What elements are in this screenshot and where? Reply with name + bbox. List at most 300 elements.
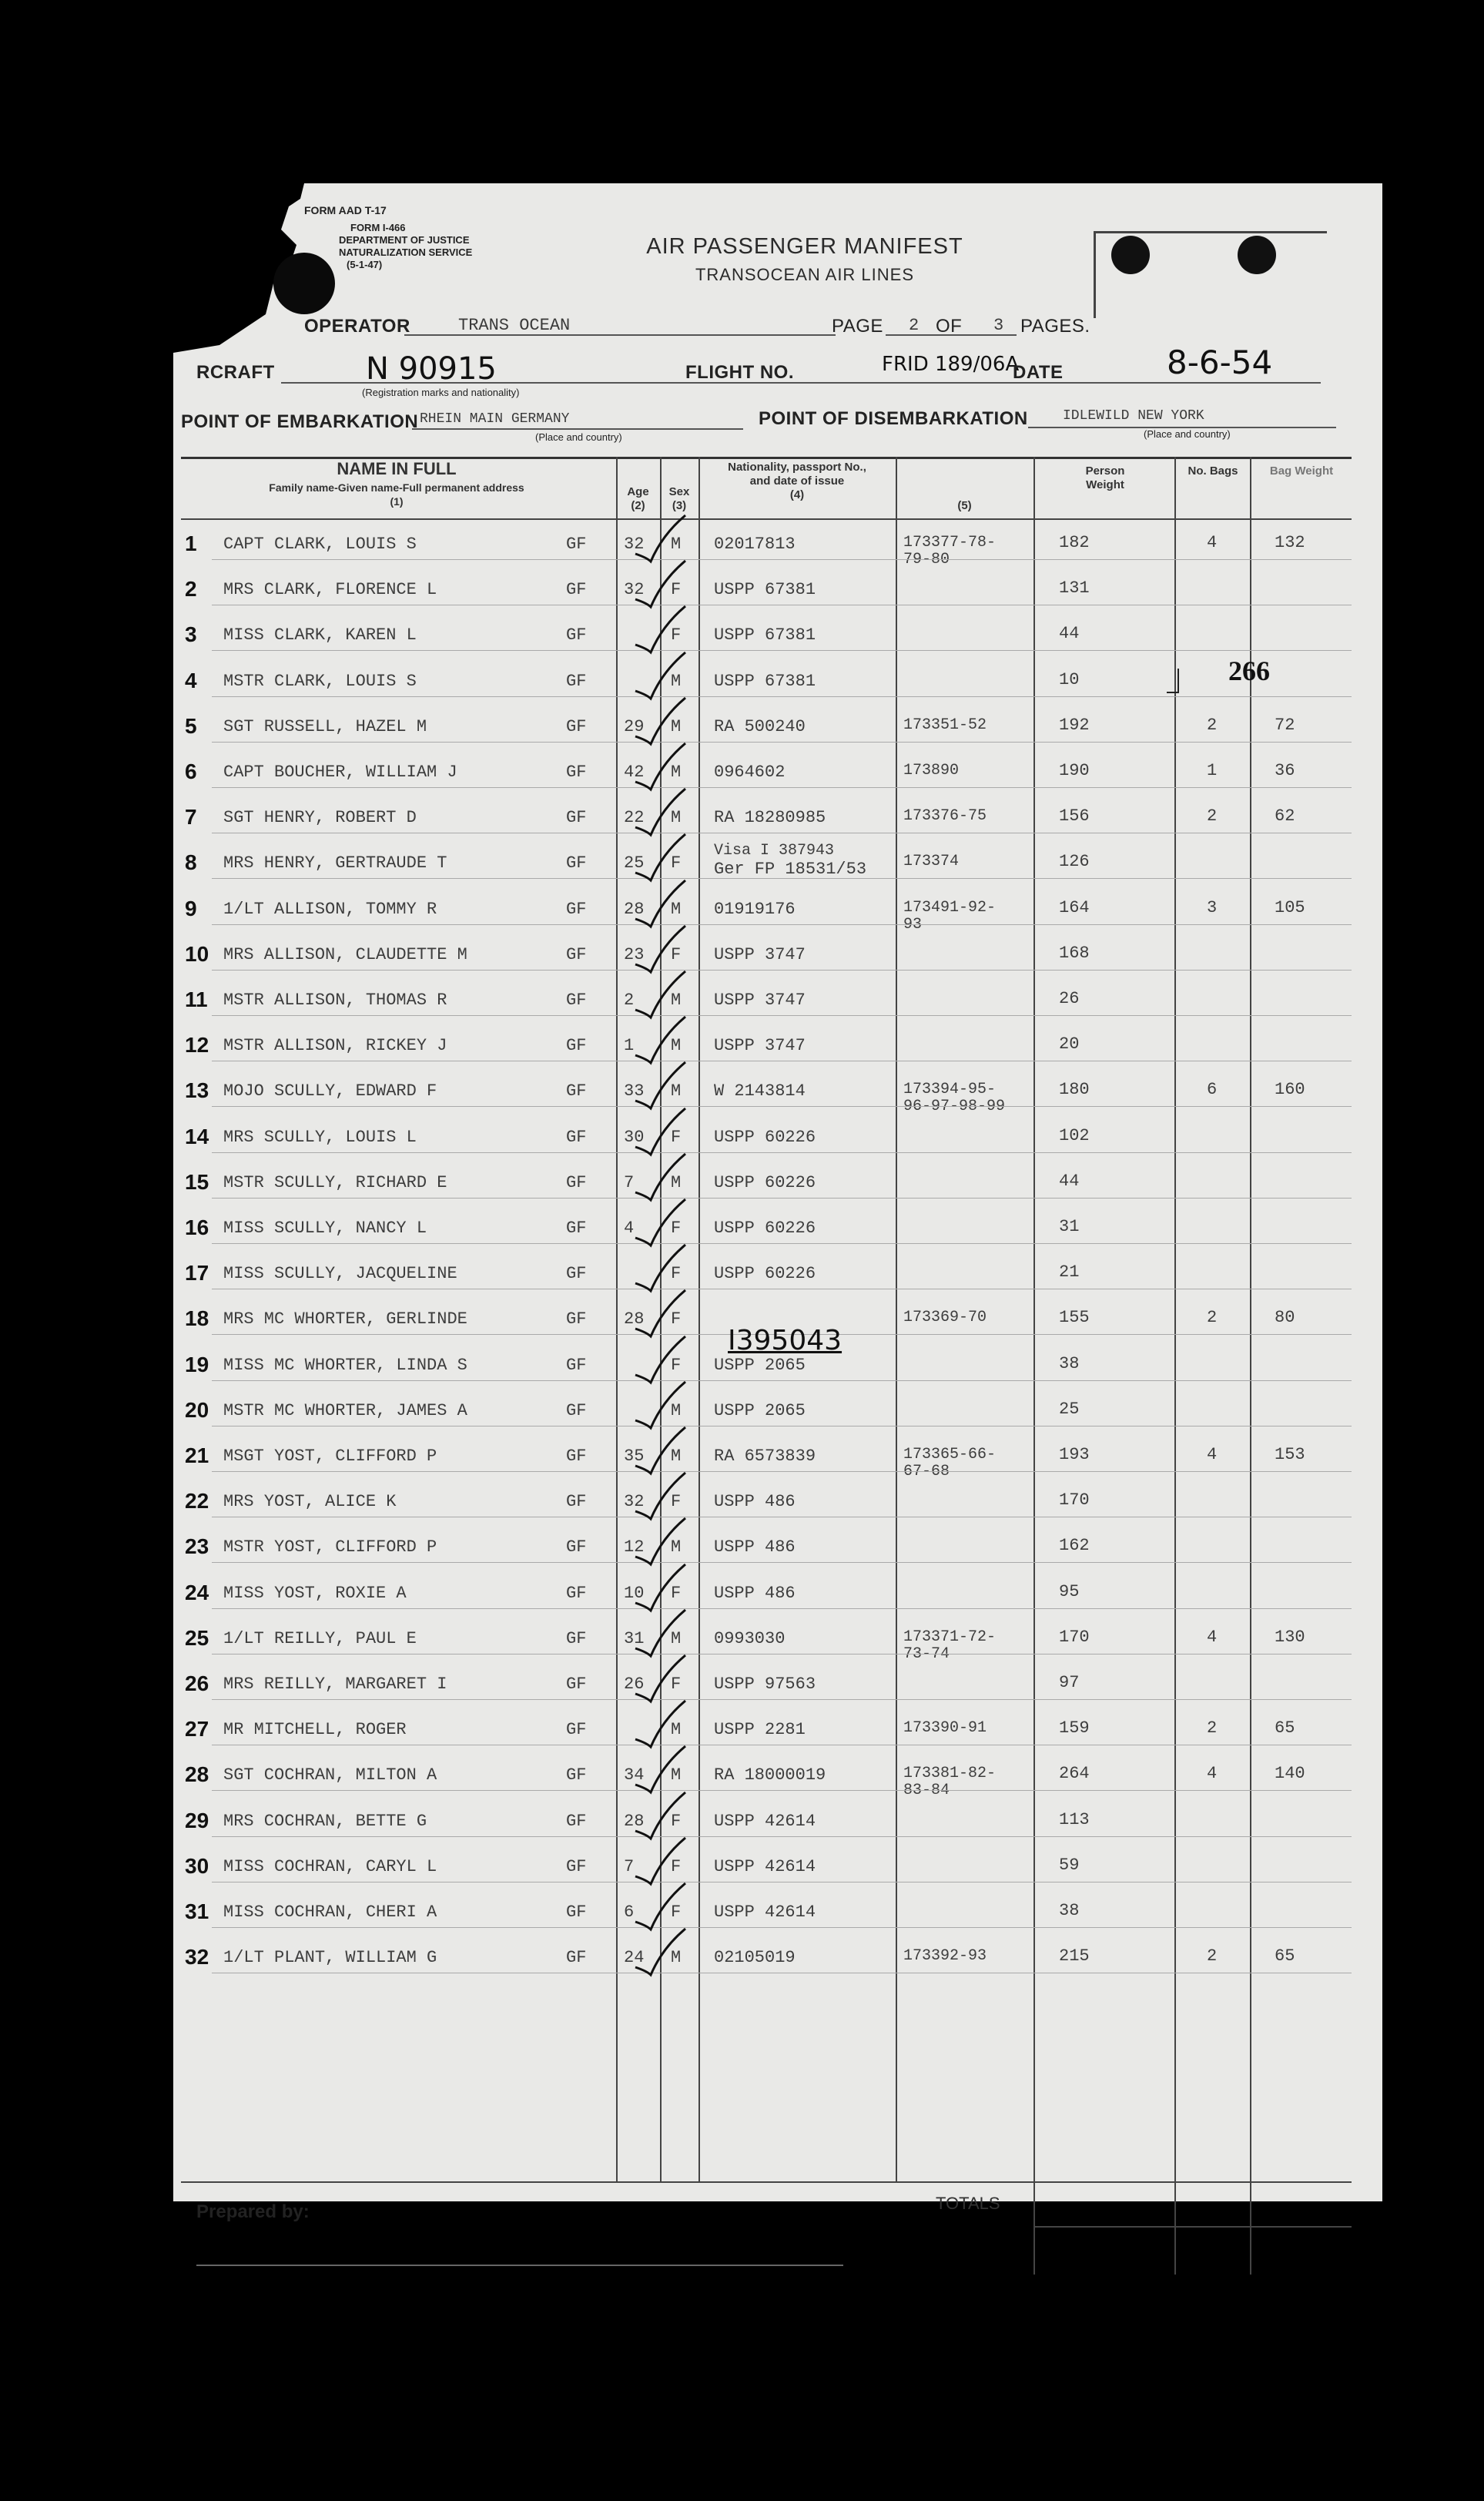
table-row bbox=[173, 1489, 1382, 1538]
passenger-weight: 20 bbox=[1059, 1034, 1080, 1054]
table-row bbox=[173, 1353, 1382, 1402]
passenger-passport: USPP 2281 bbox=[714, 1720, 806, 1739]
passenger-address: GF bbox=[566, 1857, 587, 1876]
table-row bbox=[173, 1398, 1382, 1447]
table-row bbox=[173, 1809, 1382, 1858]
table-row bbox=[173, 1581, 1382, 1630]
passenger-age: 7 bbox=[624, 1857, 635, 1876]
passenger-address: GF bbox=[566, 1447, 587, 1466]
date-value: 8-6-54 bbox=[1167, 344, 1273, 381]
passenger-sex: F bbox=[671, 1219, 682, 1238]
passenger-address: GF bbox=[566, 1219, 587, 1238]
passenger-name: MSTR YOST, CLIFFORD P bbox=[223, 1537, 437, 1557]
col-header-name-num: (1) bbox=[390, 495, 404, 508]
passenger-name: MSTR SCULLY, RICHARD E bbox=[223, 1173, 447, 1192]
passenger-sex: M bbox=[671, 1537, 682, 1557]
passenger-name: MSTR ALLISON, RICKEY J bbox=[223, 1036, 447, 1055]
passenger-bags: 4 bbox=[1207, 1628, 1218, 1647]
page-label: PAGE bbox=[832, 316, 883, 337]
passenger-bags: 4 bbox=[1207, 533, 1218, 552]
page-current: 2 bbox=[909, 316, 920, 335]
page-of-label: OF bbox=[936, 316, 963, 337]
passenger-bag-weight: 132 bbox=[1275, 533, 1305, 552]
passenger-age: 28 bbox=[624, 1309, 645, 1329]
passenger-sex: M bbox=[671, 1173, 682, 1192]
passenger-address: GF bbox=[566, 1812, 587, 1831]
passenger-bag-weight: 65 bbox=[1275, 1718, 1295, 1738]
row-number: 21 bbox=[185, 1443, 209, 1467]
page-subtitle: TRANSOCEAN AIR LINES bbox=[695, 265, 915, 284]
passenger-address: GF bbox=[566, 1264, 587, 1283]
passenger-sex: M bbox=[671, 1036, 682, 1055]
row-number: 12 bbox=[185, 1033, 209, 1057]
passenger-age: 30 bbox=[624, 1128, 645, 1147]
col-header-sex-label: Sex bbox=[668, 485, 690, 498]
form-rev: (5-1-47) bbox=[347, 259, 383, 270]
passenger-passport: W 2143814 bbox=[714, 1081, 806, 1101]
passenger-name: MISS COCHRAN, CHERI A bbox=[223, 1903, 437, 1922]
passenger-ticket: 173365-66- bbox=[903, 1446, 997, 1463]
passenger-bag-weight: 65 bbox=[1275, 1946, 1295, 1966]
passenger-age: 34 bbox=[624, 1765, 645, 1785]
passenger-ticket: 173491-92- bbox=[903, 899, 997, 917]
passenger-address: GF bbox=[566, 1584, 587, 1603]
passenger-weight: 193 bbox=[1059, 1445, 1090, 1464]
passenger-weight: 10 bbox=[1059, 670, 1080, 689]
passenger-sex: M bbox=[671, 1765, 682, 1785]
table-row bbox=[173, 842, 1382, 900]
passenger-sex: M bbox=[671, 808, 682, 827]
passenger-weight: 159 bbox=[1059, 1718, 1090, 1738]
passenger-weight: 44 bbox=[1059, 624, 1080, 643]
bracket-mark bbox=[1167, 669, 1179, 693]
passenger-weight: 44 bbox=[1059, 1172, 1080, 1191]
passenger-name: MISS MC WHORTER, LINDA S bbox=[223, 1356, 467, 1375]
passenger-name: MISS COCHRAN, CARYL L bbox=[223, 1857, 437, 1876]
col-header-sex-num: (3) bbox=[672, 499, 687, 512]
row-divider bbox=[212, 1426, 1352, 1427]
row-divider bbox=[212, 970, 1352, 971]
passenger-age: 32 bbox=[624, 580, 645, 599]
passenger-passport: RA 500240 bbox=[714, 717, 806, 736]
table-row bbox=[173, 577, 1382, 626]
passenger-bags: 6 bbox=[1207, 1080, 1218, 1099]
passenger-name: MRS REILLY, MARGARET I bbox=[223, 1675, 447, 1694]
passenger-weight: 164 bbox=[1059, 898, 1090, 917]
passenger-passport: USPP 42614 bbox=[714, 1903, 816, 1922]
passenger-bags: 2 bbox=[1207, 1946, 1218, 1966]
passenger-passport: USPP 60226 bbox=[714, 1128, 816, 1147]
passenger-address: GF bbox=[566, 1903, 587, 1922]
disembarkation-label: POINT OF DISEMBARKATION bbox=[759, 408, 1028, 429]
row-number: 2 bbox=[185, 577, 197, 601]
row-divider bbox=[212, 1106, 1352, 1107]
col-header-name bbox=[181, 459, 612, 508]
passenger-passport: USPP 486 bbox=[714, 1537, 796, 1557]
row-divider bbox=[212, 924, 1352, 925]
passenger-ticket: 173394-95- bbox=[903, 1081, 997, 1098]
row-number: 22 bbox=[185, 1489, 209, 1513]
page-pages-label: PAGES. bbox=[1020, 316, 1090, 337]
passenger-passport: RA 18280985 bbox=[714, 808, 826, 827]
prepared-by-label: Prepared by: bbox=[196, 2201, 310, 2222]
passenger-address: GF bbox=[566, 1629, 587, 1648]
row-number: 3 bbox=[185, 622, 197, 646]
passenger-address: GF bbox=[566, 717, 587, 736]
passenger-sex: M bbox=[671, 1629, 682, 1648]
passenger-age: 6 bbox=[624, 1903, 635, 1922]
passenger-ticket: 173392-93 bbox=[903, 1947, 987, 1965]
passenger-sex: F bbox=[671, 945, 682, 964]
passenger-address: GF bbox=[566, 535, 587, 554]
passenger-passport: USPP 42614 bbox=[714, 1812, 816, 1831]
passenger-sex: F bbox=[671, 1128, 682, 1147]
col-header-nat-num: (4) bbox=[789, 488, 805, 501]
row-number: 31 bbox=[185, 1899, 209, 1923]
passenger-bags: 4 bbox=[1207, 1764, 1218, 1783]
row-number: 10 bbox=[185, 942, 209, 966]
manifest-page bbox=[173, 183, 1382, 2222]
passenger-weight: 95 bbox=[1059, 1582, 1080, 1601]
passenger-sex: F bbox=[671, 853, 682, 873]
passenger-age: 32 bbox=[624, 535, 645, 554]
passenger-address: GF bbox=[566, 945, 587, 964]
row-number: 26 bbox=[185, 1671, 209, 1695]
passenger-name: MRS ALLISON, CLAUDETTE M bbox=[223, 945, 467, 964]
table-row bbox=[173, 1945, 1382, 1994]
passenger-name: MRS SCULLY, LOUIS L bbox=[223, 1128, 417, 1147]
passenger-bags: 3 bbox=[1207, 898, 1218, 917]
passenger-weight: 215 bbox=[1059, 1946, 1090, 1966]
col-header-name-title: NAME IN FULL bbox=[337, 459, 457, 478]
col-header-name-sub: Family name-Given name-Full permanent address bbox=[269, 481, 524, 494]
row-number: 1 bbox=[185, 531, 197, 555]
passenger-bags: 2 bbox=[1207, 716, 1218, 735]
col-header-sex bbox=[660, 485, 698, 513]
passenger-age: 10 bbox=[624, 1584, 645, 1603]
table-row bbox=[173, 1854, 1382, 1903]
row-divider bbox=[212, 1198, 1352, 1199]
passenger-address: GF bbox=[566, 1356, 587, 1375]
passenger-sex: M bbox=[671, 672, 682, 691]
row-divider bbox=[212, 1152, 1352, 1153]
col-header-age-num: (2) bbox=[631, 499, 645, 512]
totals-bottom-border bbox=[1033, 2226, 1352, 2228]
passenger-name: MRS HENRY, GERTRAUDE T bbox=[223, 853, 447, 873]
passenger-ticket-cont: 93 bbox=[903, 916, 923, 934]
passenger-sex: F bbox=[671, 1857, 682, 1876]
table-row bbox=[173, 1261, 1382, 1310]
passenger-name: 1/LT ALLISON, TOMMY R bbox=[223, 900, 437, 919]
passenger-passport: RA 18000019 bbox=[714, 1765, 826, 1785]
table-row bbox=[173, 759, 1382, 809]
table-row bbox=[173, 987, 1382, 1037]
col-header-age bbox=[616, 485, 660, 513]
passenger-address: GF bbox=[566, 763, 587, 782]
passenger-ticket-cont: 67-68 bbox=[903, 1463, 950, 1480]
passenger-address: GF bbox=[566, 900, 587, 919]
totals-top-border bbox=[181, 2181, 1352, 2183]
passenger-name: MOJO SCULLY, EDWARD F bbox=[223, 1081, 437, 1101]
passenger-address: GF bbox=[566, 1173, 587, 1192]
passenger-passport: 0993030 bbox=[714, 1629, 786, 1648]
row-divider bbox=[212, 1380, 1352, 1381]
passenger-name: MRS MC WHORTER, GERLINDE bbox=[223, 1309, 467, 1329]
prepared-by-line bbox=[196, 2265, 843, 2266]
passenger-address: GF bbox=[566, 991, 587, 1010]
passenger-ticket: 173369-70 bbox=[903, 1309, 987, 1326]
passenger-passport: USPP 3747 bbox=[714, 991, 806, 1010]
table-row bbox=[173, 1170, 1382, 1219]
passenger-name: CAPT CLARK, LOUIS S bbox=[223, 535, 417, 554]
row-number: 29 bbox=[185, 1809, 209, 1832]
col-header-age-label: Age bbox=[627, 485, 649, 498]
date-line bbox=[1082, 382, 1321, 384]
passenger-bags: 2 bbox=[1207, 806, 1218, 826]
row-number: 5 bbox=[185, 714, 197, 738]
passenger-weight: 190 bbox=[1059, 761, 1090, 780]
table-row bbox=[173, 531, 1382, 581]
table-row bbox=[173, 897, 1382, 946]
passenger-ticket: 173351-52 bbox=[903, 716, 987, 734]
passenger-age: 1 bbox=[624, 1036, 635, 1055]
passenger-sex: M bbox=[671, 1447, 682, 1466]
row-number: 23 bbox=[185, 1534, 209, 1558]
row-number: 28 bbox=[185, 1762, 209, 1786]
row-divider bbox=[212, 1699, 1352, 1700]
passenger-passport: USPP 3747 bbox=[714, 1036, 806, 1055]
passenger-age: 29 bbox=[624, 717, 645, 736]
passenger-sex: M bbox=[671, 991, 682, 1010]
passenger-passport: 01919176 bbox=[714, 900, 796, 919]
passenger-age: 33 bbox=[624, 1081, 645, 1101]
col-header-weight: Person Weight bbox=[1085, 464, 1125, 491]
passenger-name: CAPT BOUCHER, WILLIAM J bbox=[223, 763, 457, 782]
passenger-passport: USPP 486 bbox=[714, 1584, 796, 1603]
passenger-sex: F bbox=[671, 1264, 682, 1283]
passenger-address: GF bbox=[566, 672, 587, 691]
annotation-266: 266 bbox=[1228, 655, 1270, 686]
row-number: 19 bbox=[185, 1353, 209, 1376]
row-divider bbox=[212, 1927, 1352, 1928]
passenger-sex: M bbox=[671, 535, 682, 554]
row-number: 13 bbox=[185, 1078, 209, 1102]
passenger-weight: 131 bbox=[1059, 578, 1090, 598]
table-row bbox=[173, 1078, 1382, 1128]
passenger-address: GF bbox=[566, 625, 587, 645]
passenger-age: 28 bbox=[624, 900, 645, 919]
table-row bbox=[173, 1671, 1382, 1721]
row-number: 9 bbox=[185, 897, 197, 920]
row-divider bbox=[212, 1471, 1352, 1472]
passenger-passport: USPP 2065 bbox=[714, 1401, 806, 1420]
passenger-name: MSTR CLARK, LOUIS S bbox=[223, 672, 417, 691]
passenger-bag-weight: 62 bbox=[1275, 806, 1295, 826]
row-divider bbox=[212, 1562, 1352, 1563]
passenger-name: MISS SCULLY, NANCY L bbox=[223, 1219, 427, 1238]
row-number: 7 bbox=[185, 805, 197, 829]
passenger-passport: RA 6573839 bbox=[714, 1447, 816, 1466]
operator-label: OPERATOR bbox=[304, 316, 410, 337]
table-row bbox=[173, 1033, 1382, 1082]
disembarkation-value: IDLEWILD NEW YORK bbox=[1063, 408, 1204, 424]
row-number: 4 bbox=[185, 669, 197, 692]
passenger-age: 32 bbox=[624, 1492, 645, 1511]
passenger-sex: M bbox=[671, 1720, 682, 1739]
ink-blot bbox=[273, 253, 335, 314]
passenger-address: GF bbox=[566, 1675, 587, 1694]
passenger-address: GF bbox=[566, 1720, 587, 1739]
passenger-age: 24 bbox=[624, 1948, 645, 1967]
passenger-address: GF bbox=[566, 1537, 587, 1557]
row-number: 14 bbox=[185, 1125, 209, 1148]
passenger-bag-weight: 80 bbox=[1275, 1308, 1295, 1327]
passenger-name: MRS CLARK, FLORENCE L bbox=[223, 580, 437, 599]
aircraft-note: (Registration marks and nationality) bbox=[362, 387, 520, 398]
passenger-weight: 168 bbox=[1059, 944, 1090, 963]
passenger-bag-weight: 160 bbox=[1275, 1080, 1305, 1099]
passenger-ticket-cont: 83-84 bbox=[903, 1782, 950, 1799]
row-number: 25 bbox=[185, 1626, 209, 1650]
passenger-ticket: 173376-75 bbox=[903, 807, 987, 825]
passenger-name: MRS YOST, ALICE K bbox=[223, 1492, 397, 1511]
col-header-bags: No. Bags bbox=[1188, 464, 1238, 478]
page-title: AIR PASSENGER MANIFEST bbox=[646, 234, 963, 259]
passenger-bag-weight: 153 bbox=[1275, 1445, 1305, 1464]
passenger-weight: 102 bbox=[1059, 1126, 1090, 1145]
row-number: 16 bbox=[185, 1215, 209, 1239]
aircraft-label: RCRAFT bbox=[196, 362, 275, 383]
passenger-name: MSGT YOST, CLIFFORD P bbox=[223, 1447, 437, 1466]
col-header-bagweight: Bag Weight bbox=[1269, 464, 1334, 478]
passenger-address: GF bbox=[566, 808, 587, 827]
passenger-sex: M bbox=[671, 1401, 682, 1420]
passenger-sex: F bbox=[671, 1309, 682, 1329]
passenger-address: GF bbox=[566, 1401, 587, 1420]
passenger-passport: USPP 97563 bbox=[714, 1675, 816, 1694]
passenger-ticket: 173390-91 bbox=[903, 1719, 987, 1737]
row-number: 8 bbox=[185, 850, 197, 874]
row-divider bbox=[212, 742, 1352, 743]
passenger-name: SGT COCHRAN, MILTON A bbox=[223, 1765, 437, 1785]
passenger-weight: 180 bbox=[1059, 1080, 1090, 1099]
passenger-sex: F bbox=[671, 1492, 682, 1511]
passenger-name: SGT HENRY, ROBERT D bbox=[223, 808, 417, 827]
passenger-sex: F bbox=[671, 1812, 682, 1831]
check-mark-icon bbox=[628, 1925, 689, 1979]
passenger-weight: 26 bbox=[1059, 989, 1080, 1008]
passenger-weight: 126 bbox=[1059, 852, 1090, 871]
passenger-weight: 38 bbox=[1059, 1901, 1080, 1920]
form-number: FORM I-466 bbox=[350, 222, 406, 233]
passenger-address: GF bbox=[566, 1081, 587, 1101]
passenger-age: 28 bbox=[624, 1812, 645, 1831]
passenger-age: 23 bbox=[624, 945, 645, 964]
aircraft-value: N 90915 bbox=[366, 351, 497, 387]
date-label: DATE bbox=[1013, 362, 1064, 383]
row-divider bbox=[212, 696, 1352, 697]
passenger-address: GF bbox=[566, 1948, 587, 1967]
passenger-passport: 02105019 bbox=[714, 1948, 796, 1967]
col-header-nat-label: Nationality, passport No., and date of issue bbox=[728, 461, 866, 488]
passenger-bags: 1 bbox=[1207, 761, 1218, 780]
passenger-age: 31 bbox=[624, 1629, 645, 1648]
form-dept-line2: NATURALIZATION SERVICE bbox=[339, 246, 473, 258]
passenger-name: MSTR ALLISON, THOMAS R bbox=[223, 991, 447, 1010]
passenger-bag-weight: 72 bbox=[1275, 716, 1295, 735]
passenger-weight: 182 bbox=[1059, 533, 1090, 552]
passenger-passport: Ger FP 18531/53 bbox=[714, 860, 867, 879]
embarkation-label: POINT OF EMBARKATION bbox=[181, 411, 419, 432]
passenger-passport: USPP 3747 bbox=[714, 945, 806, 964]
passenger-ticket-cont: 73-74 bbox=[903, 1645, 950, 1663]
passenger-sex: F bbox=[671, 1584, 682, 1603]
row-number: 32 bbox=[185, 1945, 209, 1969]
passenger-weight: 170 bbox=[1059, 1490, 1090, 1510]
row-number: 11 bbox=[185, 987, 208, 1011]
row-divider bbox=[212, 650, 1352, 651]
passenger-passport: USPP 60226 bbox=[714, 1173, 816, 1192]
col-header-col5: (5) bbox=[957, 499, 972, 512]
passenger-weight: 162 bbox=[1059, 1536, 1090, 1555]
row-divider bbox=[212, 1015, 1352, 1016]
passenger-name: MISS CLARK, KAREN L bbox=[223, 625, 417, 645]
passenger-visa: Visa I 387943 bbox=[714, 842, 835, 860]
passenger-passport: USPP 67381 bbox=[714, 625, 816, 645]
passenger-age: 35 bbox=[624, 1447, 645, 1466]
passenger-bags: 2 bbox=[1207, 1308, 1218, 1327]
passenger-address: GF bbox=[566, 1036, 587, 1055]
disembarkation-note: (Place and country) bbox=[1144, 428, 1231, 440]
passenger-sex: M bbox=[671, 717, 682, 736]
passenger-address: GF bbox=[566, 1492, 587, 1511]
passenger-address: GF bbox=[566, 1128, 587, 1147]
passenger-ticket-cont: 79-80 bbox=[903, 551, 950, 568]
passenger-ticket: 173890 bbox=[903, 762, 960, 779]
passenger-address: GF bbox=[566, 1765, 587, 1785]
passenger-bag-weight: 36 bbox=[1275, 761, 1295, 780]
form-dept-line1: DEPARTMENT OF JUSTICE bbox=[339, 234, 470, 246]
passenger-sex: M bbox=[671, 1081, 682, 1101]
passenger-age: 4 bbox=[624, 1219, 635, 1238]
table-row bbox=[173, 1125, 1382, 1174]
passenger-ticket: 173381-82- bbox=[903, 1765, 997, 1782]
passenger-name: MSTR MC WHORTER, JAMES A bbox=[223, 1401, 467, 1420]
passenger-address: GF bbox=[566, 580, 587, 599]
table-row bbox=[173, 1899, 1382, 1949]
passenger-address: GF bbox=[566, 1309, 587, 1329]
passenger-name: MISS YOST, ROXIE A bbox=[223, 1584, 407, 1603]
passenger-age: 26 bbox=[624, 1675, 645, 1694]
passenger-passport: 0964602 bbox=[714, 763, 786, 782]
row-number: 18 bbox=[185, 1306, 209, 1330]
annotation-visa-number: I395043 bbox=[728, 1325, 842, 1356]
passenger-name: MR MITCHELL, ROGER bbox=[223, 1720, 407, 1739]
passenger-passport: USPP 60226 bbox=[714, 1264, 816, 1283]
passenger-address: GF bbox=[566, 853, 587, 873]
passenger-bags: 4 bbox=[1207, 1445, 1218, 1464]
row-number: 24 bbox=[185, 1581, 209, 1604]
row-divider bbox=[212, 878, 1352, 879]
table-row bbox=[173, 1762, 1382, 1812]
table-header-border bbox=[181, 518, 1352, 520]
passenger-weight: 97 bbox=[1059, 1673, 1080, 1692]
passenger-sex: F bbox=[671, 1675, 682, 1694]
passenger-name: MRS COCHRAN, BETTE G bbox=[223, 1812, 427, 1831]
passenger-age: 7 bbox=[624, 1173, 635, 1192]
passenger-weight: 59 bbox=[1059, 1856, 1080, 1875]
passenger-bag-weight: 105 bbox=[1275, 898, 1305, 917]
